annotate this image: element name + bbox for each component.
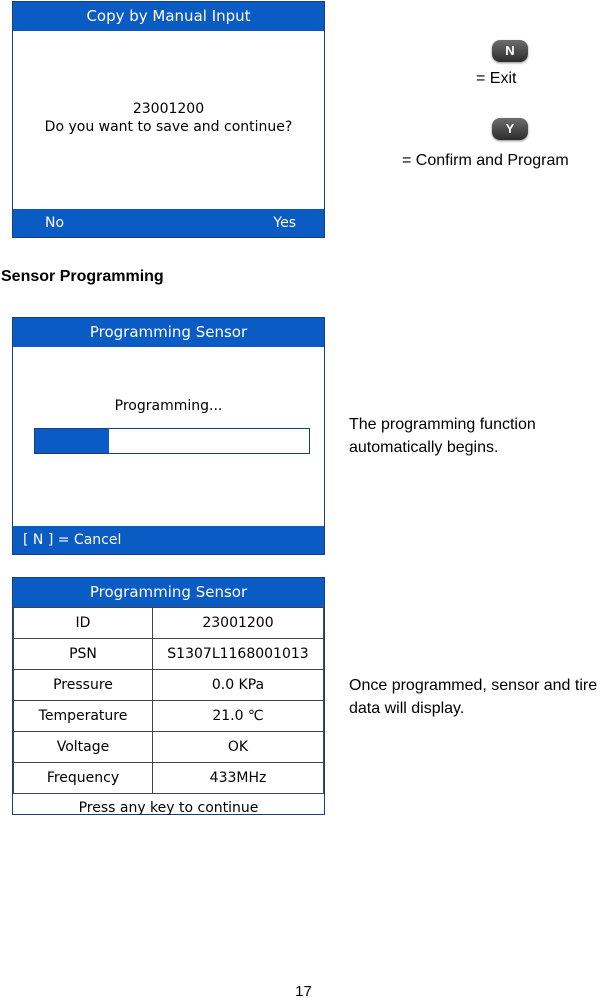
row-value: 0.0 KPa: [153, 670, 324, 701]
row-key: Temperature: [14, 701, 153, 732]
row-key: PSN: [14, 639, 153, 670]
table-row: [14, 732, 324, 763]
row-key: Voltage: [14, 732, 153, 763]
section-heading: Sensor Programming: [1, 268, 164, 285]
result-note: Once programmed, sensor and tire data will display.: [349, 677, 598, 717]
screen-title: Programming Sensor: [13, 318, 324, 347]
exit-legend: = Exit: [476, 70, 517, 87]
row-key: Pressure: [14, 670, 153, 701]
row-value: 21.0 ℃: [153, 701, 324, 732]
table-row: [14, 763, 324, 794]
row-value: 23001200: [153, 608, 324, 639]
table-row: [14, 608, 324, 639]
n-key-icon: N: [492, 40, 528, 62]
row-value: 433MHz: [153, 763, 324, 794]
cancel-softkey[interactable]: [ N ] = Cancel: [13, 526, 324, 554]
table-row: [14, 701, 324, 732]
screen-title: Copy by Manual Input: [13, 2, 324, 31]
y-key-icon: Y: [492, 118, 528, 140]
progress-bar: [34, 428, 310, 454]
row-value: OK: [153, 732, 324, 763]
yes-button[interactable]: Yes: [273, 215, 296, 231]
no-button[interactable]: No: [45, 215, 65, 231]
progress-fill: [35, 429, 109, 453]
confirm-body: [13, 100, 324, 136]
programming-screen: [12, 317, 325, 555]
row-key: ID: [14, 608, 153, 639]
table-row: [14, 670, 324, 701]
save-question: Do you want to save and continue?: [44, 119, 293, 135]
row-key: Frequency: [14, 763, 153, 794]
programming-status: Programming...: [114, 398, 223, 414]
continue-prompt: Press any key to continue: [78, 800, 259, 816]
sensor-data-table: [13, 607, 324, 794]
softkey-bar: [13, 209, 324, 237]
screen-title: Programming Sensor: [13, 578, 324, 607]
confirm-screen: [12, 1, 325, 238]
row-value: S1307L1168001013: [153, 639, 324, 670]
id-value: 23001200: [132, 101, 205, 117]
page-number: 17: [295, 983, 312, 1000]
programming-note: The programming function automatically begins.: [349, 416, 536, 456]
table-row: [14, 639, 324, 670]
result-screen: [12, 577, 325, 815]
confirm-legend: = Confirm and Program: [402, 152, 569, 169]
